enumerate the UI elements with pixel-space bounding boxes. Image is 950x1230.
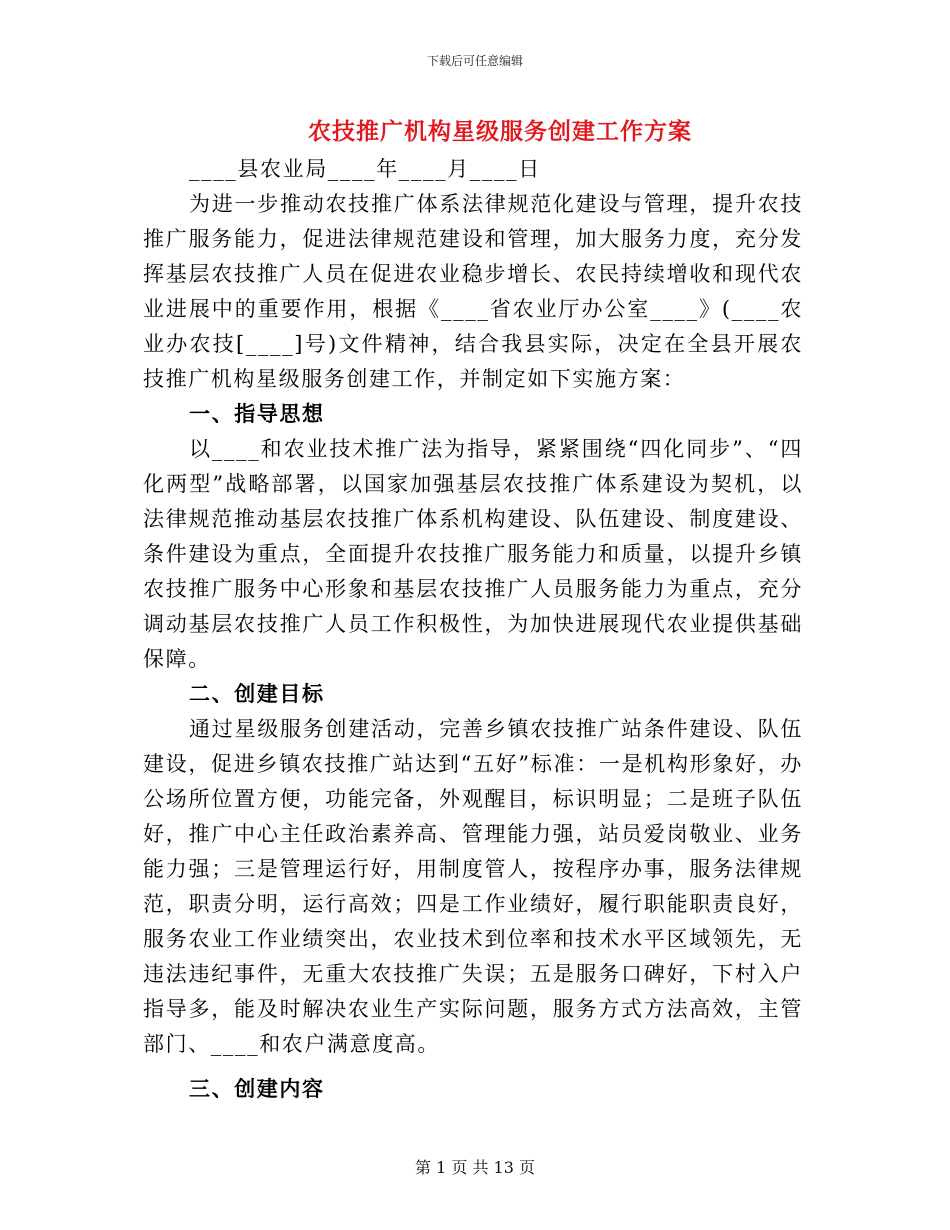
intro-paragraph: 为进一步推动农技推广体系法律规范化建设与管理，提升农技推广服务能力，促进法律规范建设和管理，加大服务力度，充分发挥基层农技推广人员在促进农业稳步增长、农民持续增收和现代农业进展中的重要作用，根据《____省农业厅办公室____》(____农业办农技[____]号)文件精神，结合我县实际，决定在全县开展农技推广机构星级服务创建工作，并制定如下实施方案： xyxy=(143,192,803,391)
header-note: 下载后可任意编辑 xyxy=(426,54,523,68)
page-footer: 第 1 页 共 13 页 xyxy=(415,1158,535,1177)
section-1-body: 以____和农业技术推广法为指导，紧紧围绕“四化同步”、“四化两型”战略部署，以国家加强基层农技推广体系建设为契机，以法律规范推动基层农技推广体系机构建设、队伍建设、制度建设、条件建设为重点，全面提升农技推广服务能力和质量，以提升乡镇农技推广服务中心形象和基层农技推广人员服务能力为重点，充分调动基层农技推广人员工作积极性，为加快进展现代农业提供基础保障。 xyxy=(143,437,803,671)
spacer xyxy=(143,1062,803,1072)
document-title: 农技推广机构星级服务创建工作方案 xyxy=(308,119,692,145)
section-2-body: 通过星级服务创建活动，完善乡镇农技推广站条件建设、队伍建设，促进乡镇农技推广站达到“五好”标准：一是机构形象好，办公场所位置方便，功能完备，外观醒目，标识明显；二是班子队伍好，推广中心主任政治素养高、管理能力强，站员爱岗敬业、业务能力强；三是管理运行好，用制度管人，按程序办事，服务法律规范，职责分明，运行高效；四是工作业绩好，履行职能职责良好，服务农业工作业绩突出，农业技术到位率和技术水平区域领先，无违法违纪事件，无重大农技推广失误；五是服务口碑好，下村入户指导多，能及时解决农业生产实际问题，服务方式方法高效，主管部门、____和农户满意度高。 xyxy=(143,717,803,1056)
section-1-heading: 一、指导思想 xyxy=(189,402,325,426)
meta-line: ____县农业局____年____月____日 xyxy=(189,157,541,181)
document-body xyxy=(143,152,803,1107)
section-3-heading: 三、创建内容 xyxy=(189,1077,325,1101)
section-2-heading: 二、创建目标 xyxy=(189,682,325,706)
